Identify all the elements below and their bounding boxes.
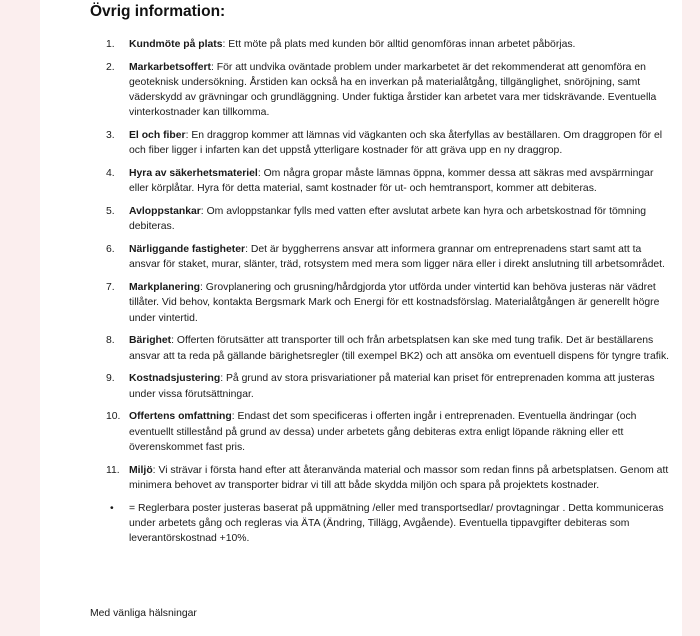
item-number: 5. xyxy=(106,206,115,218)
section-heading: Övrig information: xyxy=(90,3,226,20)
item-number: 1. xyxy=(106,39,115,50)
item-term: Kundmöte på plats xyxy=(129,39,223,50)
item-text: : För att undvika oväntade problem under markarbetet är det rekommenderat att genomföra en geoteknisk undersökning. Årstiden kan också ha en inverkan på materialåtgång, tillgänglighet, snöröjning, samt väderskydd av grävningar och grundläggning. Under fuktiga årstider kan arbetet vara mer tidskrävande. Eventuella vinterkostnader kan tillkomma. xyxy=(129,61,657,119)
item-number: 6. xyxy=(106,244,115,256)
item-number: 2. xyxy=(106,61,115,73)
item-number: 4. xyxy=(106,168,115,180)
item-text: : På grund av stora prisvariationer på material kan priset för entreprenaden komma att justeras under vissa förutsättningar. xyxy=(129,373,655,400)
item-term: El och fiber xyxy=(129,130,186,142)
item-term: Miljö xyxy=(129,464,153,476)
item-number: 7. xyxy=(106,282,115,294)
item-term: Kostnadsjustering xyxy=(129,373,221,385)
bullet-text: = Reglerbara poster justeras baserat på uppmätning /eller med transportsedlar/ provtagningar . Detta kommuniceras under arbetets gång och regleras via ÄTA (Ändring, Tillägg, Avgående). Eventuella tippavgifter debiteras som leverantörskostnad +10%. xyxy=(129,502,664,545)
list-item xyxy=(40,166,682,196)
list-item xyxy=(40,128,682,158)
document-page xyxy=(40,0,682,636)
item-number: 3. xyxy=(106,130,115,142)
item-term: Bärighet xyxy=(129,335,172,347)
item-number: 8. xyxy=(106,335,115,347)
bullet-marker: • xyxy=(110,502,114,514)
terms-list xyxy=(40,37,682,554)
item-text: : Offerten förutsätter att transporter till och från arbetsplatsen kan ske med tung trafik. Det är beställarens ansvar att ta reda på gällande bärighetsregler (till exempel BK2) och att ansöka om eventuell dispens för tyngre trafik. xyxy=(129,335,670,362)
item-text: : Det är byggherrens ansvar att informera grannar om entreprenadens start samt att ta ansvar för staket, murar, slänter, träd, rotsystem med mera som ligger nära eller i direkt anslutning till arbetsområdet. xyxy=(129,244,665,271)
item-text: : Vi strävar i första hand efter att återanvända material och massor som redan finns på arbetsplatsen. Genom att minimera behovet av transporter bidrar vi till att både skydda miljön och spara på projektets kostnader. xyxy=(129,464,669,491)
item-term: Avloppstankar xyxy=(129,206,201,218)
item-text: : Om avloppstankar fylls med vatten efter avslutat arbete kan hyra och arbetskostnad för tömning debiteras. xyxy=(129,206,647,233)
list-item xyxy=(40,333,682,363)
list-item xyxy=(40,280,682,326)
item-text: : En draggrop kommer att lämnas vid vägkanten och ska återfyllas av beställaren. Om draggropen för el och fiber ligger i infarten kan det uppstå ytterligare kostnader för att gräva upp en ny draggrop. xyxy=(129,130,663,157)
item-number: 9. xyxy=(106,373,115,385)
item-term: Offertens omfattning xyxy=(129,411,232,423)
list-item xyxy=(40,371,682,401)
item-number: 11. xyxy=(106,464,120,476)
list-item xyxy=(40,409,682,455)
list-item xyxy=(40,60,682,121)
page-background-right xyxy=(682,0,700,636)
closing-greeting: Med vänliga hälsningar xyxy=(90,608,197,619)
list-item xyxy=(40,204,682,234)
item-term: Markplanering xyxy=(129,282,201,294)
item-text: : Om några gropar måste lämnas öppna, kommer dessa att säkras med avspärrningar eller körplåtar. Hyra för detta material, samt kostnader för ut- och hemtransport, kommer att debiteras. xyxy=(129,168,654,195)
item-number: 10. xyxy=(106,411,121,423)
item-term: Markarbetsoffert xyxy=(129,61,211,73)
item-text: : Ett möte på plats med kunden bör alltid genomföras innan arbetet påbörjas. xyxy=(222,39,576,50)
list-item xyxy=(40,37,682,52)
item-text: : Grovplanering och grusning/hårdgjorda ytor utförda under vintertid kan behöva justeras när vädret tillåter. Vid behov, kontakta Bergsmark Mark och Energi för ett kostnadsförslag. Materialåtgången är generellt högre under vintertid. xyxy=(129,282,660,324)
item-term: Närliggande fastigheter xyxy=(129,244,246,256)
item-term: Hyra av säkerhetsmateriel xyxy=(129,168,258,180)
list-item xyxy=(40,463,682,493)
bullet-item xyxy=(40,501,682,547)
list-item xyxy=(40,242,682,272)
item-text: : Endast det som specificeras i offerten ingår i entreprenaden. Eventuella ändringar (och eventuellt stillestånd på grund av dessa) under arbetets gång debiteras extra enligt löpande räkning eller ett överenskommet fast pris. xyxy=(129,411,637,453)
page-background-left xyxy=(0,0,40,636)
